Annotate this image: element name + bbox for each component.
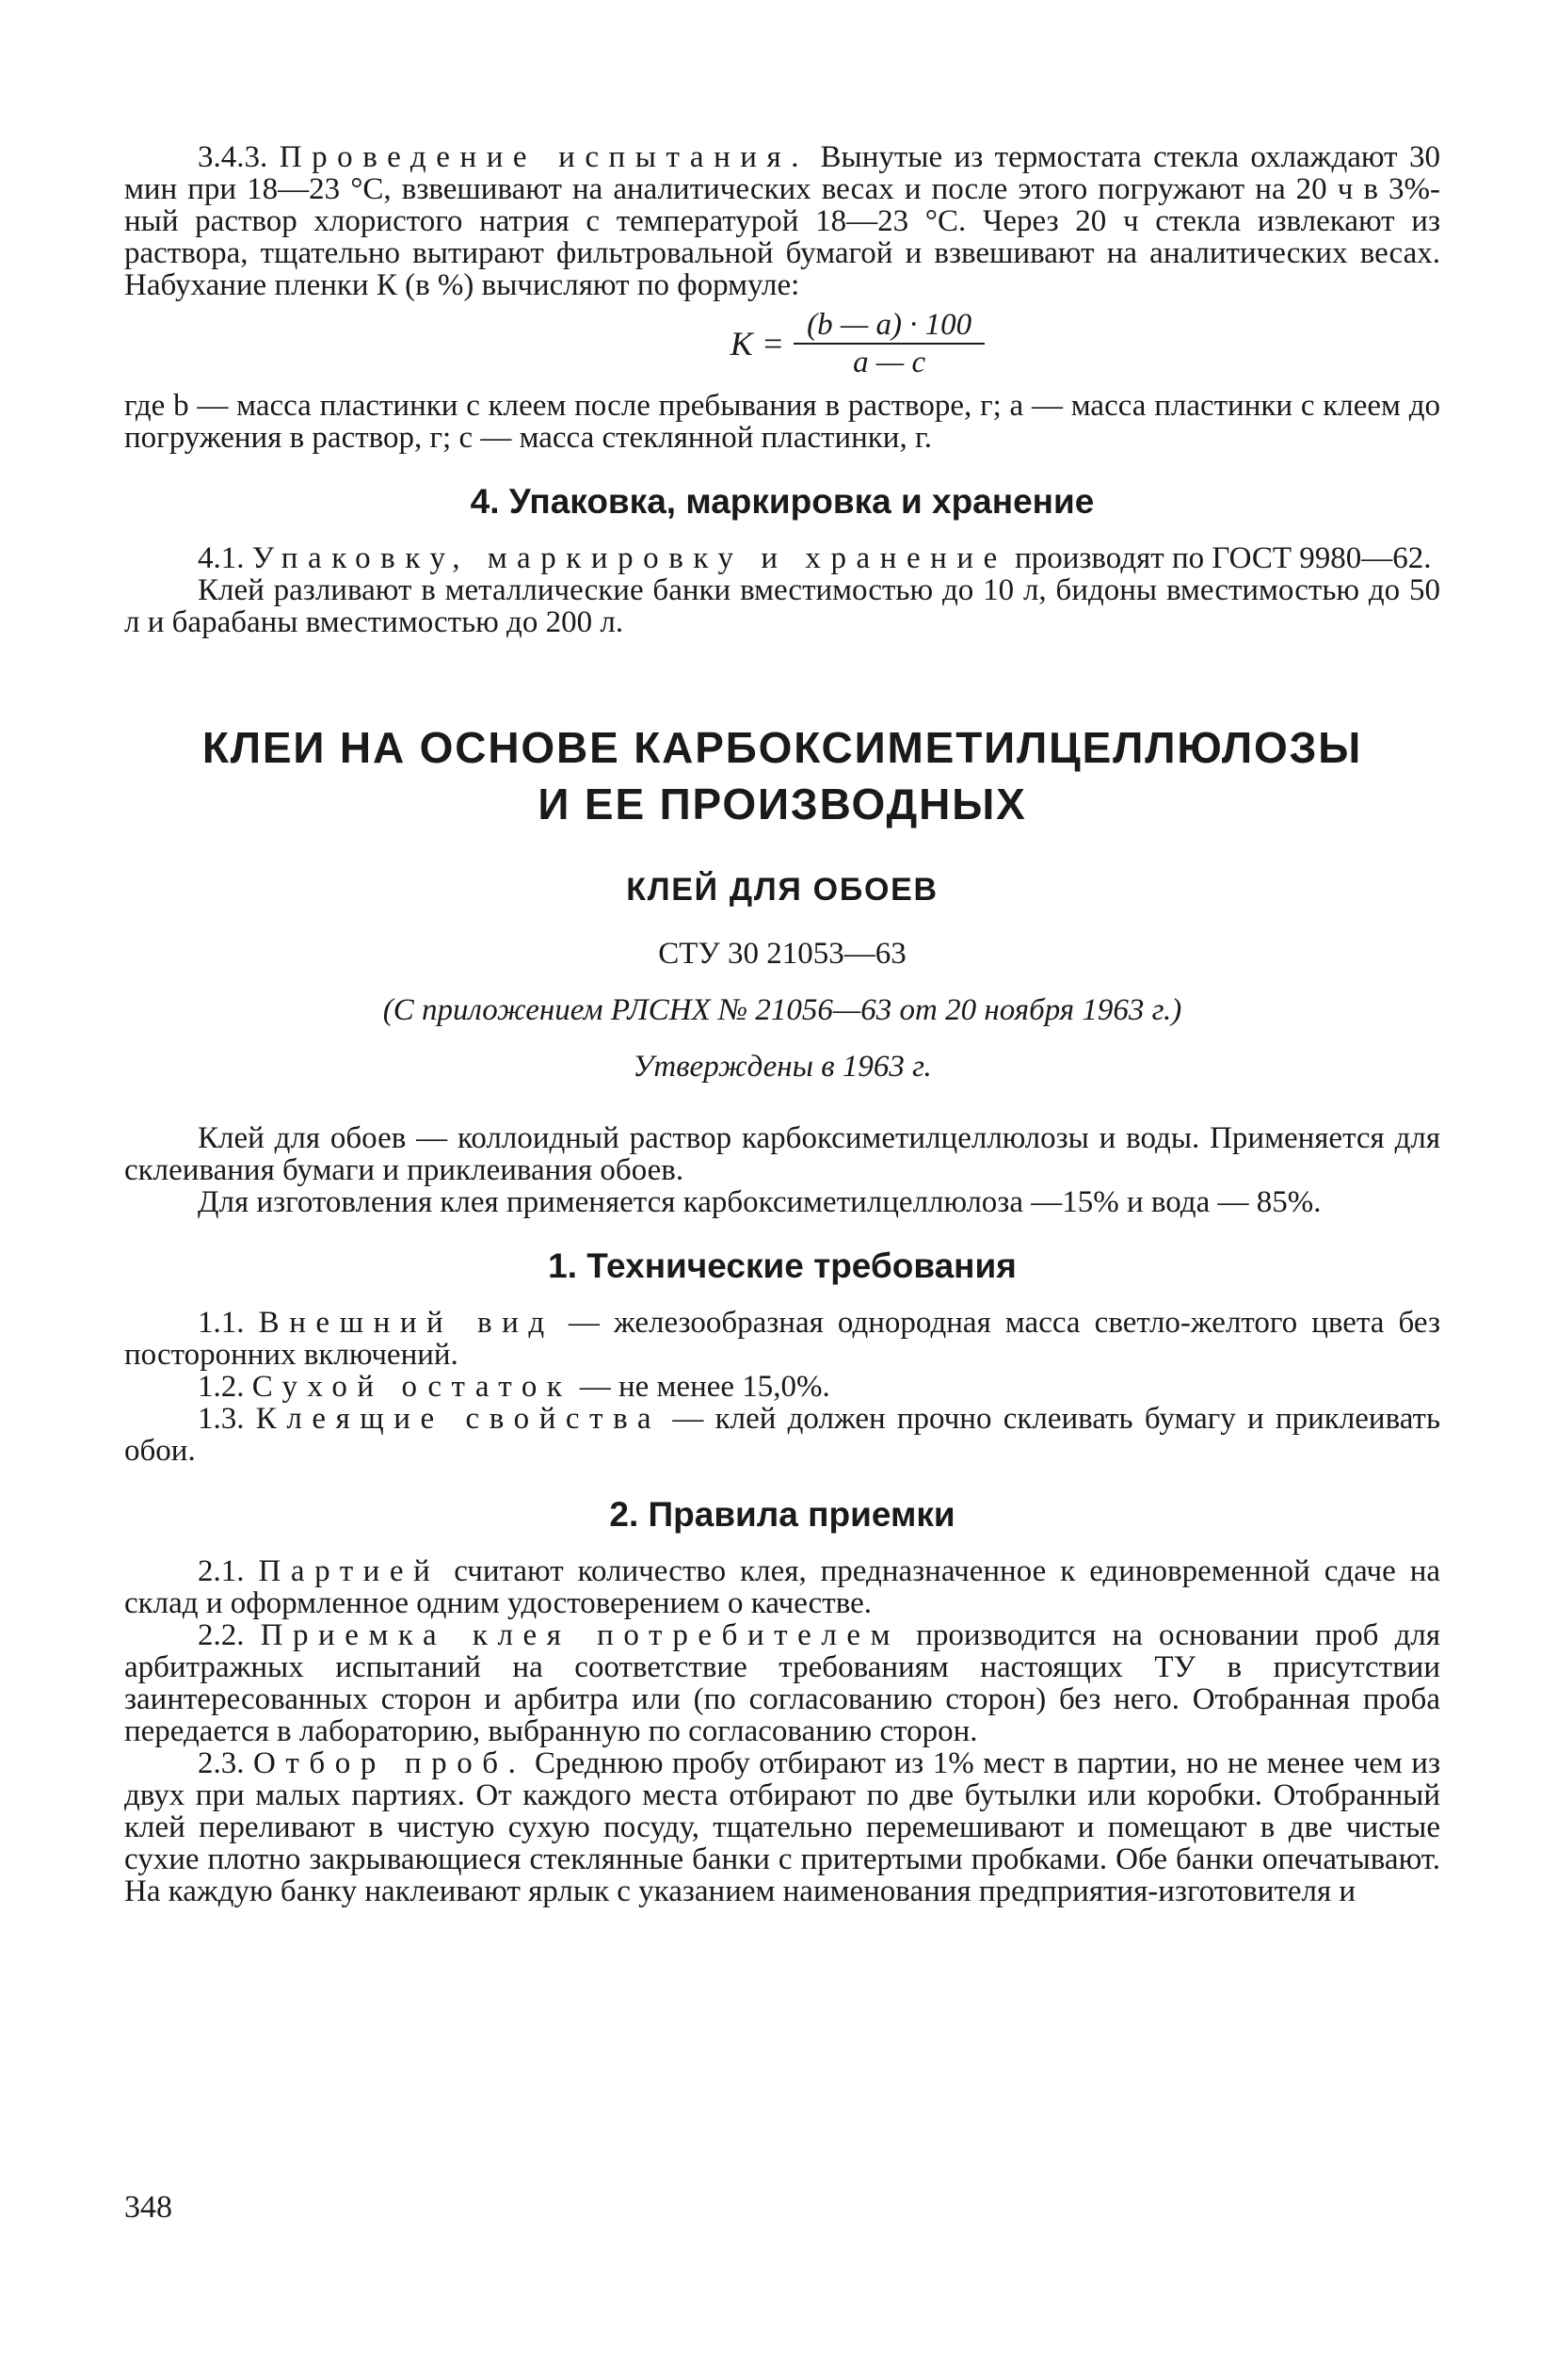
clause-number: 1.3. xyxy=(198,1402,245,1436)
main-title-line-2: И ЕЕ ПРОИЗВОДНЫХ xyxy=(538,780,1027,828)
paragraph-2-2 xyxy=(124,1619,1440,1747)
clause-text: Вынутые из термостата стекла охлаждают 30 мин при 18—23 °С, взвешивают на аналитических весах и после этого погружают на 20 ч в 3%-ный раствор хлористого натрия с температурой 18—23 °С. Через 20 ч стекла извлекают из раствора, тщательно вытирают фильтровальной бумагой и взвешивают на аналитических весах. Набухание пленки К (в %) вычисляют по формуле: xyxy=(124,140,1440,302)
clause-text: — не менее 15,0%. xyxy=(579,1370,830,1404)
clause-number: 2.1. xyxy=(198,1554,245,1588)
formula-legend: где b — масса пластинки с клеем после пребывания в растворе, г; a — масса пластинки с клеем до погружения в раствор, г; c — масса стеклянной пластинки, г. xyxy=(124,389,1440,455)
intro-paragraph-1: Клей для обоев — коллоидный раствор карбоксиметилцеллюлозы и воды. Применяется для склеивания бумаги и приклеивания обоев. xyxy=(124,1121,1440,1187)
formula-denominator: a — c xyxy=(853,346,926,379)
intro-paragraph-2: Для изготовления клея применяется карбоксиметилцеллюлоза —15% и вода — 85%. xyxy=(198,1185,1322,1219)
clause-term: Проведение испытания. xyxy=(279,140,810,174)
clause-term: Внешний вид xyxy=(258,1306,554,1340)
section-2-title: 2. Правила приемки xyxy=(609,1495,955,1534)
clause-number: 2.3. xyxy=(198,1746,245,1780)
clause-number: 3.4.3. xyxy=(198,140,268,174)
page-number: 348 xyxy=(124,2190,172,2225)
main-title xyxy=(124,719,1440,832)
section-4-title: 4. Упаковка, маркировка и хранение xyxy=(470,482,1095,521)
clause-text: — железообразная однородная масса светло-желтого цвета без посторонних включений. xyxy=(124,1306,1440,1372)
clause-term: Партией xyxy=(258,1554,441,1588)
clause-text: считают количество клея, предназначенное к единовременной сдаче на склад и оформленное одним удостоверением о качестве. xyxy=(124,1554,1441,1620)
clause-term: Упаковку, маркировку и хранение xyxy=(251,541,1007,575)
page-body xyxy=(124,141,1440,1907)
paragraph-1-1 xyxy=(124,1307,1440,1371)
paragraph-1-3 xyxy=(124,1403,1440,1467)
clause-number: 4.1. xyxy=(198,541,245,575)
clause-text: — клей должен прочно склеивать бумагу и приклеивать обои. xyxy=(124,1402,1441,1468)
swelling-formula xyxy=(275,309,1440,378)
subtitle: КЛЕЙ ДЛЯ ОБОЕВ xyxy=(626,872,939,908)
clause-number: 2.2. xyxy=(198,1618,245,1652)
clause-term: Приемка клея потребителем xyxy=(260,1618,901,1652)
clause-term: Отбор проб. xyxy=(253,1746,526,1780)
approval-note: Утверждены в 1963 г. xyxy=(633,1050,932,1084)
clause-text: производится на основании проб для арбитражных испытаний на соответствие требованиям настоящих ТУ в присутствии заинтересованных сторон и арбитра или (по согласованию сторон) без него. Отобранная проба передается в лабораторию, выбранную по согласованию сторон. xyxy=(124,1618,1441,1748)
main-title-line-1: КЛЕИ НА ОСНОВЕ КАРБОКСИМЕТИЛЦЕЛЛЮЛОЗЫ xyxy=(201,723,1363,772)
clause-text: производят по ГОСТ 9980—62. xyxy=(1015,541,1432,575)
clause-term: Клеящие свойства xyxy=(255,1402,662,1436)
clause-term: Сухой остаток xyxy=(251,1370,572,1404)
clause-number: 1.1. xyxy=(198,1306,245,1340)
paragraph-2-3 xyxy=(124,1747,1440,1907)
section-1-title: 1. Технические требования xyxy=(548,1246,1017,1285)
paragraph-3-4-3 xyxy=(124,141,1440,301)
formula-lhs: K = xyxy=(730,325,785,362)
paragraph-1-2 xyxy=(124,1371,1440,1403)
standard-number: СТУ 30 21053—63 xyxy=(658,937,907,971)
paragraph-4-1 xyxy=(124,542,1440,574)
formula-fraction xyxy=(794,309,985,378)
appendix-note: (С приложением РЛСНХ № 21056—63 от 20 ноября 1963 г.) xyxy=(382,993,1182,1027)
clause-text: Среднюю пробу отбирают из 1% мест в партии, но не менее чем из двух при малых партиях. От каждого места отбирают по две бутылки или коробки. Отобранный клей переливают в чистую сухую посуду, тщательно перемешивают и помещают в две чистые сухие плотно закрывающиеся стеклянные банки с притертыми пробками. Обе банки опечатывают. На каждую банку наклеивают ярлык с указанием наименования предприятия-изготовителя и xyxy=(124,1746,1441,1908)
paragraph-2-1 xyxy=(124,1555,1440,1619)
clause-number: 1.2. xyxy=(198,1370,245,1404)
formula-numerator: (b — a) · 100 xyxy=(794,309,985,345)
paragraph-4-1-containers: Клей разливают в металлические банки вместимостью до 10 л, бидоны вместимостью до 50 л и барабаны вместимостью до 200 л. xyxy=(124,573,1440,639)
